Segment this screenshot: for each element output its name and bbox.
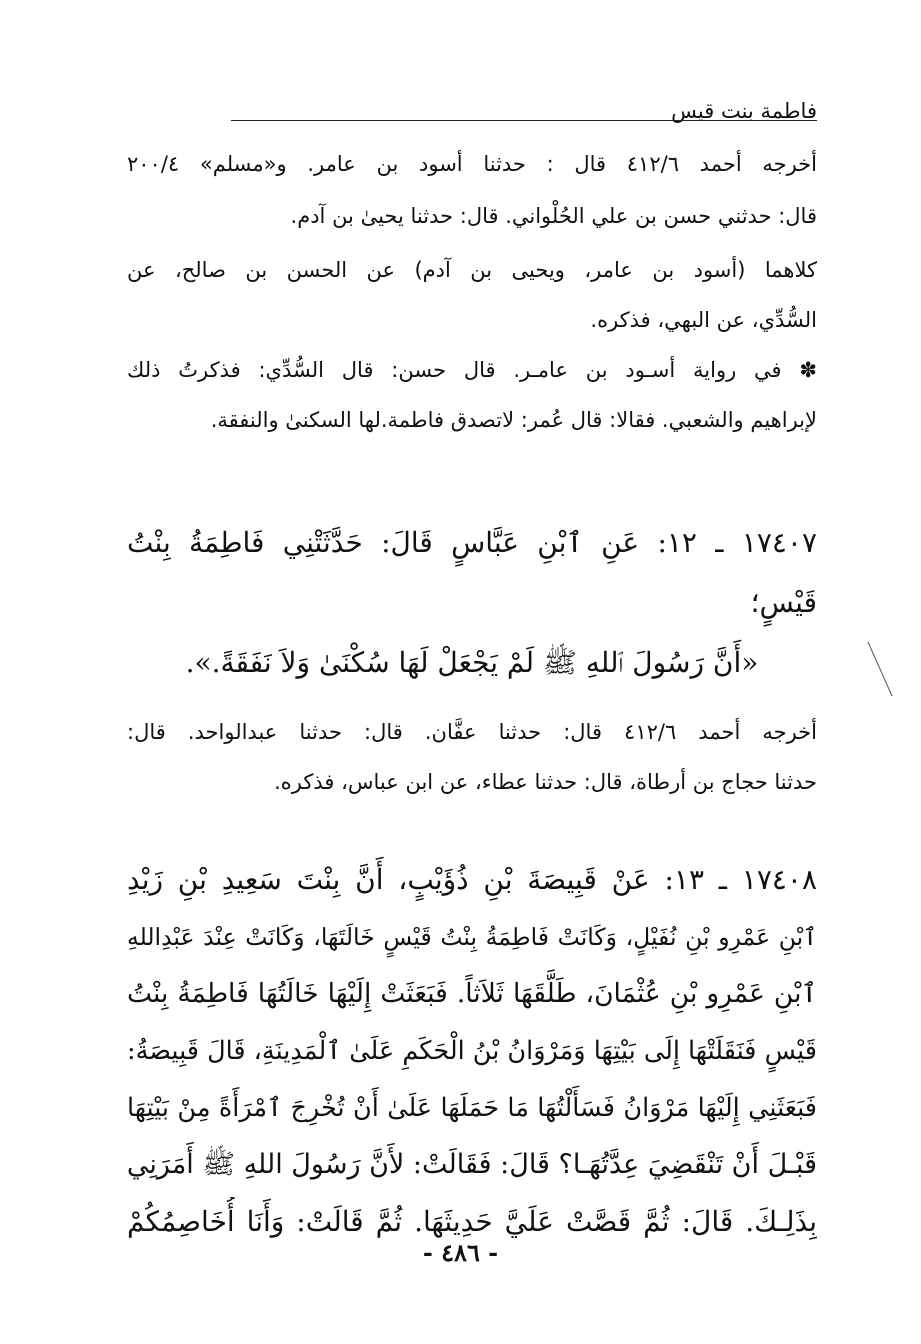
text-line: أخرجه أحمد ٤١٢/٦ قال: حدثنا عفَّان. قال: حدثنا عبدالواحد. قال: xyxy=(127,720,817,744)
text-line: حدثنا حجاج بن أرطاة، قال: حدثنا عطاء، عن ابن عباس، فذكره. xyxy=(274,770,817,794)
text-line: ١٧٤٠٨ ـ ١٣: عَنْ قَبِيصَةَ بْنِ ذُؤَيْبٍ، أَنَّ بِنْتَ سَعِيدِ بْنِ زَيْدِ xyxy=(127,863,817,896)
scan-margin-mark xyxy=(866,640,894,698)
source-note xyxy=(127,144,817,248)
text-line: فَبَعَثَنِي إِلَيْهَا مَرْوَانُ فَسَأَلْتُهَا مَا حَمَلَهَا عَلَىٰ أَنْ تُخْرِجَ ٱمْرَأَةً مِنْ بَيْتِهَا xyxy=(127,1093,817,1123)
chain-note xyxy=(127,250,817,350)
hadith-text xyxy=(127,516,817,696)
text-line: ✽ في رواية أسـود بن عامـر. قال حسن: قال السُّدِّي: فذكرتُ ذلك xyxy=(127,358,817,382)
text-line: السُّدِّي، عن البهي، فذكره. xyxy=(590,308,817,332)
running-head: فاطمة بنت قيس xyxy=(671,99,817,123)
text-line: أخرجه أحمد ٤١٢/٦ قال : حدثنا أسود بن عامر. و«مسلم» ٢٠٠/٤ xyxy=(127,152,817,176)
hadith-text xyxy=(127,855,817,1254)
variant-note xyxy=(127,350,817,450)
text-line: كلاهما (أسود بن عامر، ويحيى بن آدم) عن الحسن بن صالح، عن xyxy=(127,258,817,282)
text-line: لإبراهيم والشعبي. فقالا: قال عُمر: لاتصدق فاطمة.لها السكنىٰ والنفقة. xyxy=(210,408,817,432)
text-line: «أَنَّ رَسُولَ ٱللهِ ﷺ لَمْ يَجْعَلْ لَهَا سُكْنَىٰ وَلاَ نَفَقَةً.». xyxy=(185,646,759,679)
text-line: قَيْسٍ؛ xyxy=(750,586,817,619)
header-rule xyxy=(231,120,817,121)
text-line: قَبْـلَ أَنْ تَنْقَضِيَ عِدَّتُهَـا؟ قَالَ: فَقَالَتْ: لأَنَّ رَسُولَ اللهِ ﷺ أَمَرَنِي xyxy=(127,1149,817,1180)
page-number: - ٤٨٦ - xyxy=(422,1238,499,1267)
text-line: قَيْسٍ فَنَقَلَتْهَا إِلَى بَيْتِهَا وَمَرْوَانُ بْنُ الْحَكَمِ عَلَىٰ ٱلْمَدِينَةِ، قَالَ قَبِيصَةُ: xyxy=(127,1036,817,1066)
text-line: ٱبْنِ عَمْرِو بْنِ عُثْمَانَ، طَلَّقَهَا ثَلاَثاً. فَبَعَثَتْ إِلَيْهَا خَالَتُهَا فَاطِمَةُ بِنْتُ xyxy=(127,978,817,1009)
source-note xyxy=(127,712,817,812)
text-line: بِذَلِـكَ. قَالَ: ثُمَّ قَصَّتْ عَلَيَّ حَدِيثَهَا. ثُمَّ قَالَتْ: وَأَنَا أُخَاصِمُكُمْ xyxy=(127,1205,817,1238)
text-line: قال: حدثني حسن بن علي الحُلْواني. قال: حدثنا يحيىٰ بن آدم. xyxy=(290,204,817,228)
text-line: ١٧٤٠٧ ـ ١٢: عَنِ ٱبْنِ عَبَّاسٍ قَالَ: حَدَّثَتْنِي فَاطِمَةُ بِنْتُ xyxy=(127,526,817,559)
text-line: ٱبْنِ عَمْرِو بْنِ نُفَيْلٍ، وَكَانَتْ فَاطِمَةُ بِنْتُ قَيْسٍ خَالَتَهَا، وَكَانَتْ عِنْدَ عَبْدِاللهِ xyxy=(127,923,817,951)
